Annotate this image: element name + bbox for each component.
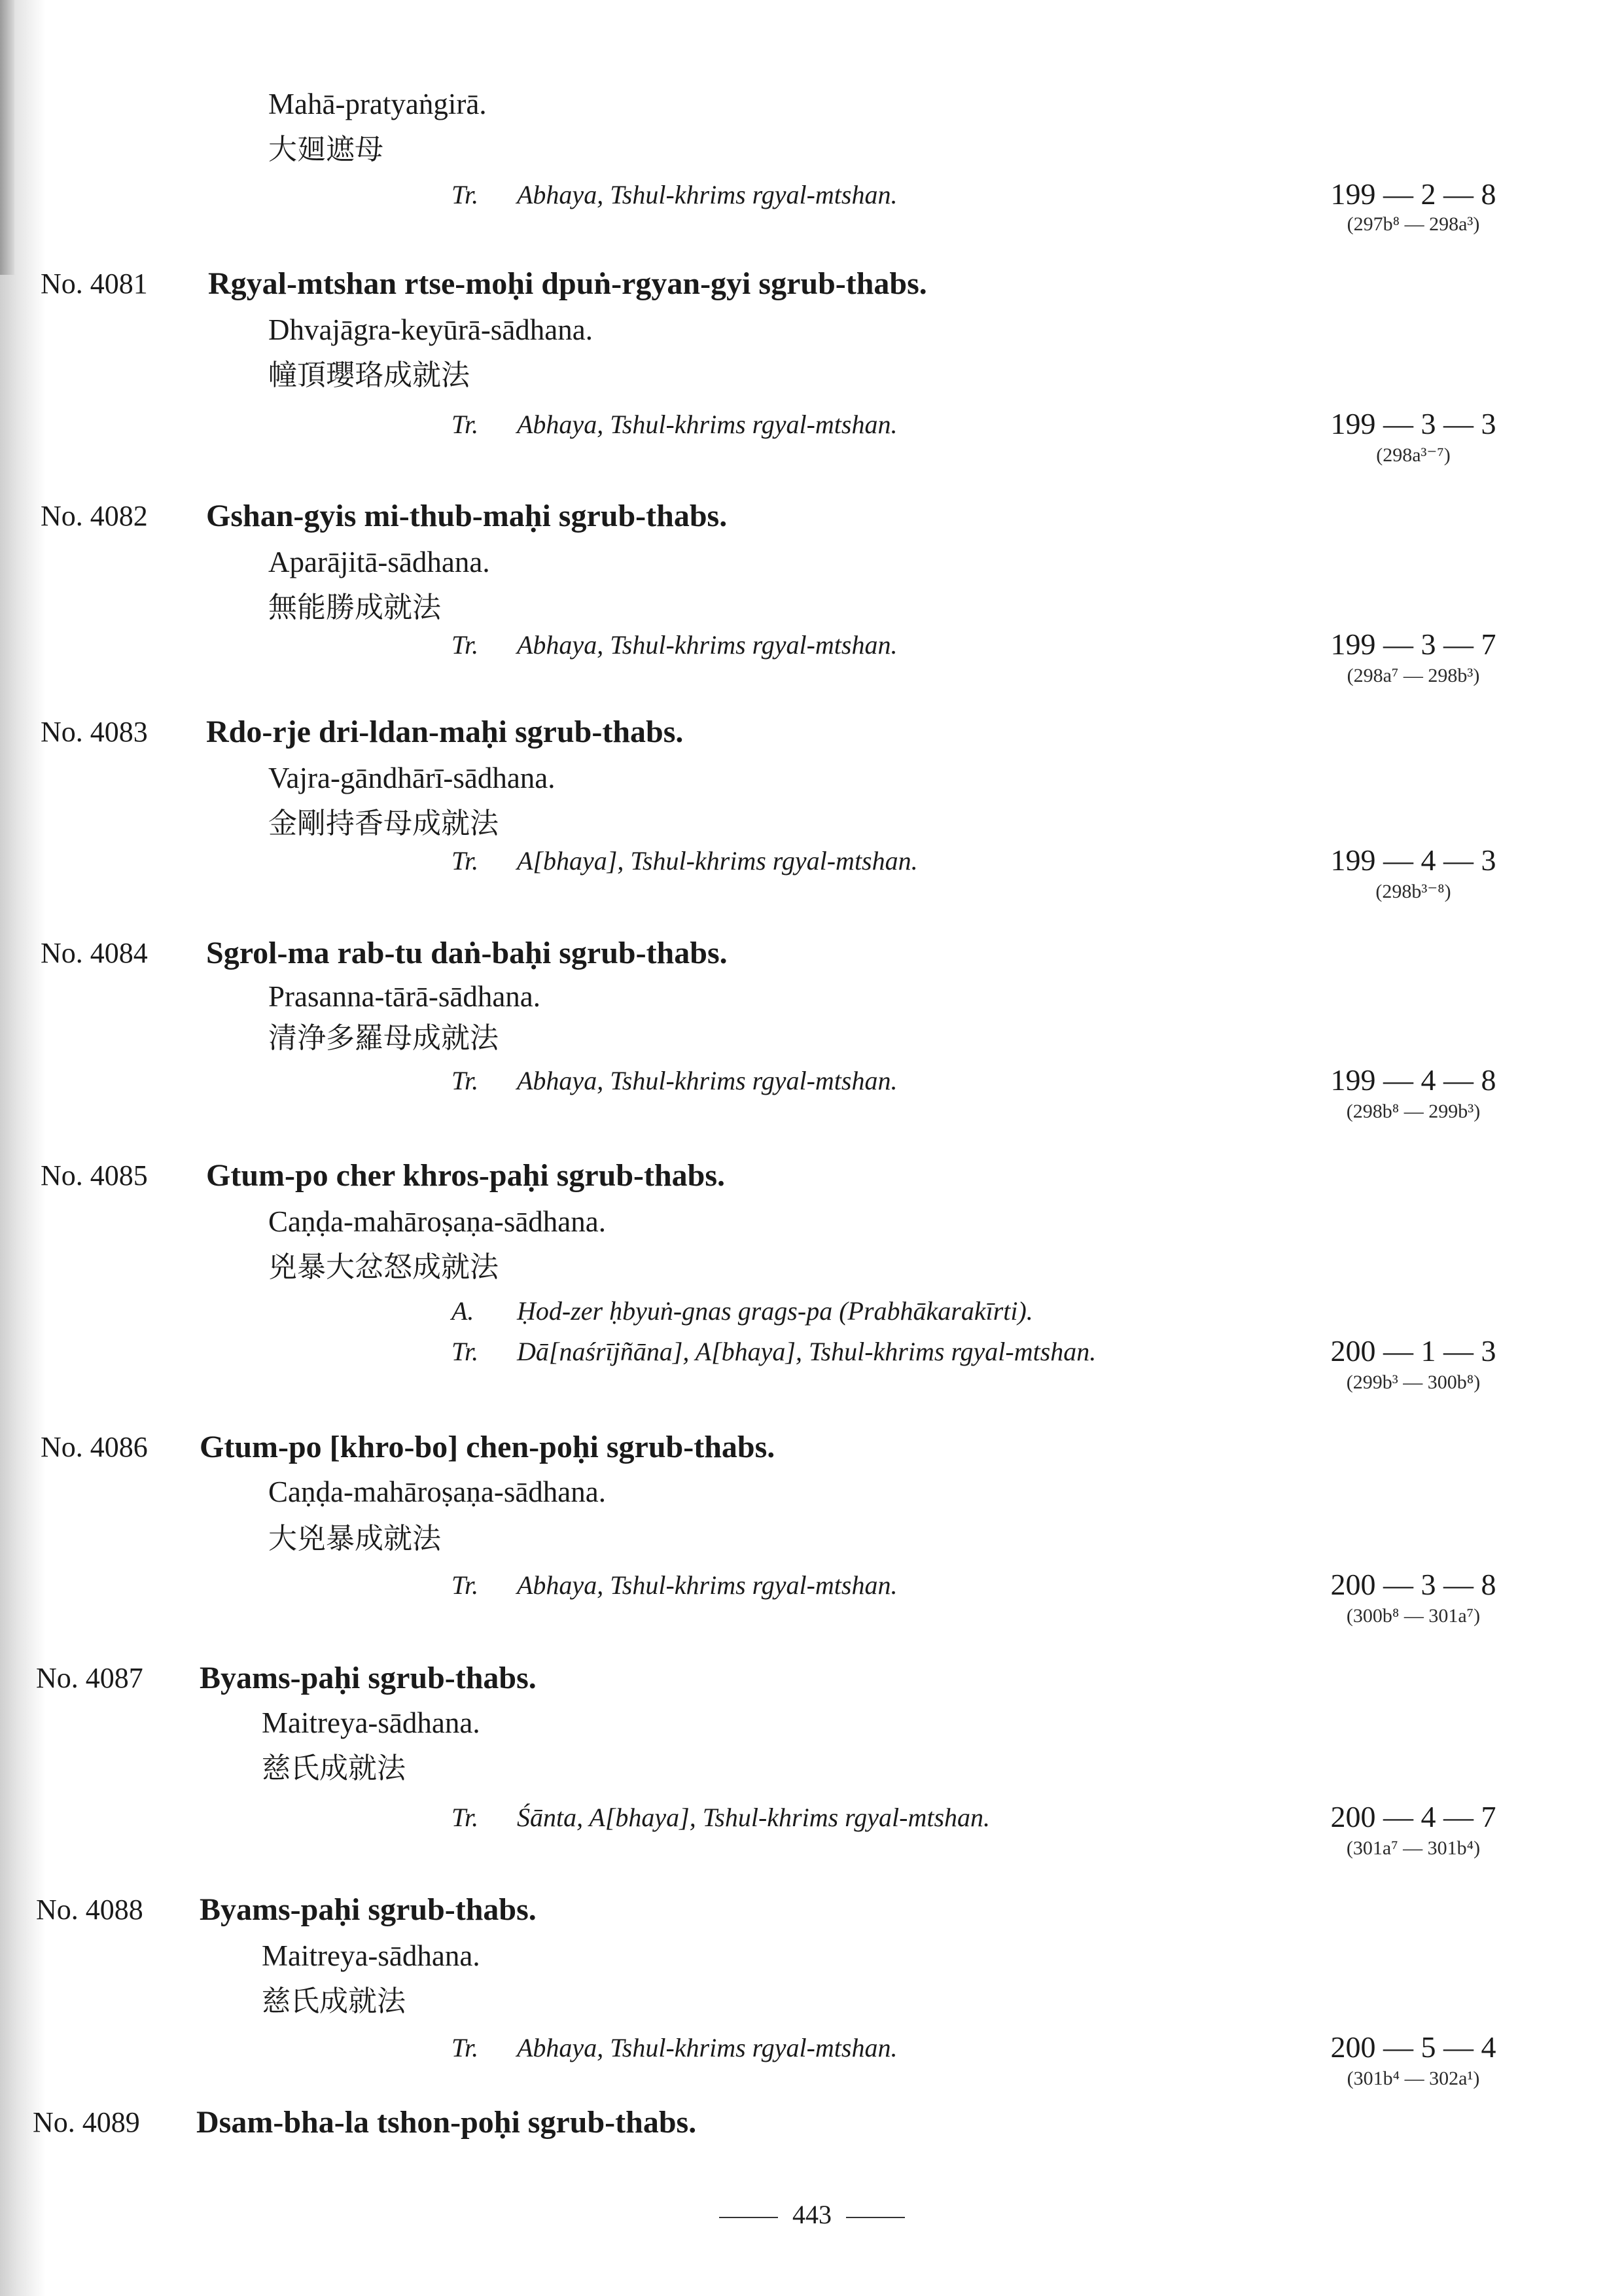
chinese-title: 清浄多羅母成就法: [268, 1021, 499, 1055]
folio-ref: (298a⁷ — 298b³): [1347, 665, 1480, 686]
chinese-title: 慈氏成就法: [262, 1752, 406, 1785]
credit-tag: Tr.: [451, 2033, 479, 2062]
chinese-title: 無能勝成就法: [268, 591, 441, 624]
credit-tag: Tr.: [451, 1803, 479, 1832]
volume-ref: 199 — 4 — 8: [1330, 1063, 1496, 1097]
entry-number: No. 4083: [41, 716, 148, 748]
sanskrit-title: Caṇḍa-mahāroṣaṇa-sādhana.: [268, 1205, 607, 1238]
entry-number: No. 4082: [41, 500, 148, 532]
footer-rule-right: [846, 2217, 905, 2218]
credit-names: Abhaya, Tshul-khrims rgyal-mtshan.: [517, 2033, 898, 2062]
tibetan-title: Byams-paḥi sgrub-thabs.: [200, 1661, 537, 1695]
folio-ref: (298b³⁻⁸): [1375, 881, 1451, 902]
credit-line: [451, 1064, 897, 1098]
chinese-title: 兇暴大忿怒成就法: [268, 1250, 499, 1284]
footer-rule-left: [719, 2217, 778, 2218]
folio-ref: (301b⁴ — 302a¹): [1347, 2068, 1480, 2089]
volume-ref: 200 — 4 — 7: [1330, 1800, 1496, 1833]
sanskrit-title: Mahā-pratyaṅgirā.: [268, 88, 487, 120]
credit-tag: A.: [451, 1296, 474, 1326]
credit-line: [451, 408, 897, 442]
volume-ref: 199 — 3 — 7: [1330, 627, 1496, 661]
chinese-title: 幢頂瓔珞成就法: [268, 359, 470, 392]
tibetan-title: Byams-paḥi sgrub-thabs.: [200, 1892, 537, 1927]
volume-ref: 200 — 5 — 4: [1330, 2030, 1496, 2064]
sanskrit-title: Prasanna-tārā-sādhana.: [268, 980, 541, 1013]
entry-number: No. 4089: [33, 2106, 140, 2138]
tibetan-title: Sgrol-ma rab-tu daṅ-baḥi sgrub-thabs.: [206, 936, 728, 970]
folio-ref: (297b⁸ — 298a³): [1347, 213, 1480, 235]
tibetan-title: Gshan-gyis mi-thub-maḥi sgrub-thabs.: [206, 499, 728, 533]
chinese-title: 大兇暴成就法: [268, 1522, 441, 1555]
credit-line: [451, 2031, 897, 2065]
page-number: [0, 2199, 1624, 2231]
tibetan-title: Rdo-rje dri-ldan-maḥi sgrub-thabs.: [206, 715, 684, 749]
sanskrit-title: Caṇḍa-mahāroṣaṇa-sādhana.: [268, 1475, 607, 1508]
credit-names: Abhaya, Tshul-khrims rgyal-mtshan.: [517, 1570, 898, 1600]
volume-ref: 200 — 1 — 3: [1330, 1334, 1496, 1368]
credit-names: Abhaya, Tshul-khrims rgyal-mtshan.: [517, 410, 898, 439]
entry-number: No. 4088: [36, 1894, 143, 1926]
credit-names: Śānta, A[bhaya], Tshul-khrims rgyal-mtshan.: [517, 1803, 991, 1832]
credit-tag: Tr.: [451, 630, 479, 660]
credit-names: A[bhaya], Tshul-khrims rgyal-mtshan.: [517, 846, 918, 875]
volume-ref: 199 — 3 — 3: [1330, 407, 1496, 440]
folio-ref: (299b³ — 300b⁸): [1346, 1371, 1481, 1393]
credit-names: Abhaya, Tshul-khrims rgyal-mtshan.: [517, 180, 898, 209]
tibetan-title: Dsam-bha-la tshon-poḥi sgrub-thabs.: [196, 2105, 697, 2140]
entry-number: No. 4085: [41, 1159, 148, 1192]
folio-ref: (301a⁷ — 301b⁴): [1346, 1837, 1481, 1859]
credit-names: Abhaya, Tshul-khrims rgyal-mtshan.: [517, 1066, 898, 1095]
folio-ref: (300b⁸ — 301a⁷): [1346, 1605, 1481, 1627]
credit-line-author: [451, 1294, 1033, 1328]
credit-tag: Tr.: [451, 1066, 479, 1095]
credit-tag: Tr.: [451, 410, 479, 439]
sanskrit-title: Maitreya-sādhana.: [262, 1706, 480, 1739]
entry-number: No. 4084: [41, 937, 148, 969]
tibetan-title: Gtum-po [khro-bo] chen-poḥi sgrub-thabs.: [200, 1430, 775, 1464]
credit-tag: Tr.: [451, 1337, 479, 1366]
entry-number: No. 4081: [41, 268, 148, 300]
volume-ref: 200 — 3 — 8: [1330, 1568, 1496, 1601]
sanskrit-title: Dhvajāgra-keyūrā-sādhana.: [268, 313, 593, 346]
credit-line: [451, 844, 918, 878]
sanskrit-title: Maitreya-sādhana.: [262, 1939, 480, 1972]
credit-line: [451, 1568, 897, 1602]
volume-ref: 199 — 4 — 3: [1330, 843, 1496, 877]
credit-line: [451, 1335, 1096, 1369]
credit-names: Abhaya, Tshul-khrims rgyal-mtshan.: [517, 630, 898, 660]
credit-names: Dā[naśrījñāna], A[bhaya], Tshul-khrims rgyal-mtshan.: [517, 1337, 1097, 1366]
folio-ref: (298b⁸ — 299b³): [1346, 1101, 1481, 1122]
credit-tag: Tr.: [451, 846, 479, 875]
chinese-title: 大廻遮母: [268, 133, 383, 166]
chinese-title: 金剛持香母成就法: [268, 807, 499, 840]
tibetan-title: Gtum-po cher khros-paḥi sgrub-thabs.: [206, 1158, 726, 1193]
sanskrit-title: Vajra-gāndhārī-sādhana.: [268, 762, 556, 794]
entry-number: No. 4087: [36, 1662, 143, 1694]
page-number-text: 443: [792, 2200, 832, 2229]
credit-tag: Tr.: [451, 1570, 479, 1600]
chinese-title: 慈氏成就法: [262, 1985, 406, 2018]
tibetan-title: Rgyal-mtshan rtse-moḥi dpuṅ-rgyan-gyi sgrub-thabs.: [208, 266, 927, 301]
credit-line: [451, 628, 897, 662]
sanskrit-title: Aparājitā-sādhana.: [268, 546, 490, 578]
credit-names: Ḥod-zer ḥbyuṅ-gnas grags-pa (Prabhākarakīrti).: [517, 1296, 1033, 1326]
folio-ref: (298a³⁻⁷): [1376, 444, 1451, 466]
credit-tag: Tr.: [451, 180, 479, 209]
volume-ref: 199 — 2 — 8: [1330, 177, 1496, 211]
entry-number: No. 4086: [41, 1431, 148, 1463]
credit-line: [451, 1801, 990, 1835]
credit-line: [451, 178, 897, 212]
